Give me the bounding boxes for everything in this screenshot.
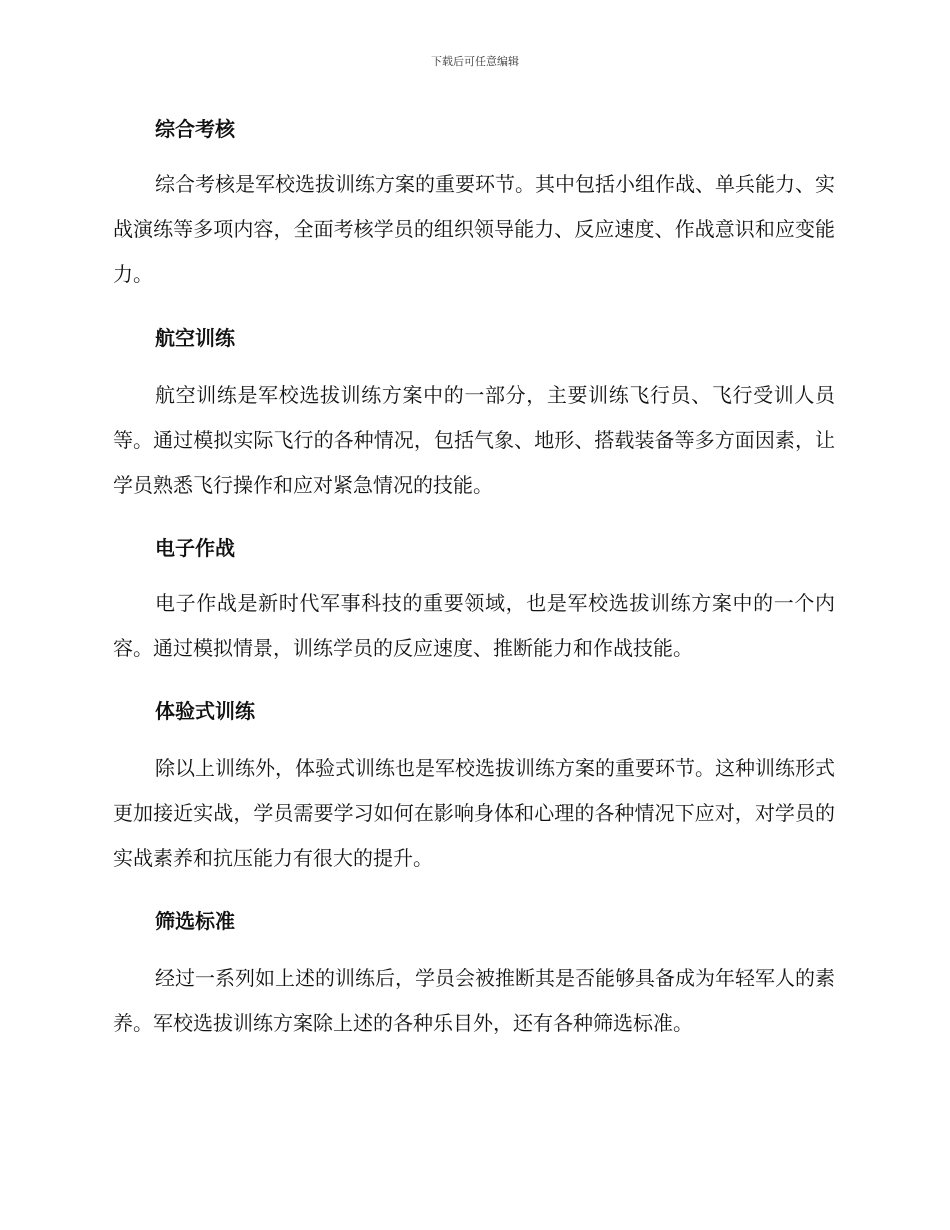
document-body	[113, 108, 835, 1046]
section-heading: 体验式训练	[155, 699, 255, 723]
section-paragraph: 经过一系列如上述的训练后，学员会被推断其是否能够具备成为年轻军人的素养。军校选拔训练方案除上述的各种乐目外，还有各种筛选标准。	[113, 966, 835, 1035]
section-comprehensive-assessment	[113, 115, 835, 297]
section-electronic-warfare	[113, 534, 835, 671]
section-experiential-training	[113, 697, 835, 881]
section-aviation-training	[113, 324, 835, 508]
section-heading: 电子作战	[155, 536, 235, 560]
section-heading: 航空训练	[155, 326, 235, 350]
section-screening-criteria	[113, 907, 835, 1046]
page-header: 下载后可任意编辑	[431, 55, 519, 68]
section-paragraph: 航空训练是军校选拔训练方案中的一部分，主要训练飞行员、飞行受训人员等。通过模拟实际飞行的各种情况，包括气象、地形、搭载装备等多方面因素，让学员熟悉飞行操作和应对紧急情况的技能。	[113, 383, 835, 497]
section-paragraph: 除以上训练外，体验式训练也是军校选拔训练方案的重要环节。这种训练形式更加接近实战，学员需要学习如何在影响身体和心理的各种情况下应对，对学员的实战素养和抗压能力有很大的提升。	[113, 756, 835, 870]
section-heading: 筛选标准	[155, 909, 235, 933]
section-paragraph: 综合考核是军校选拔训练方案的重要环节。其中包括小组作战、单兵能力、实战演练等多项内容，全面考核学员的组织领导能力、反应速度、作战意识和应变能力。	[113, 172, 835, 286]
section-heading: 综合考核	[155, 117, 235, 141]
section-paragraph: 电子作战是新时代军事科技的重要领域，也是军校选拔训练方案中的一个内容。通过模拟情景，训练学员的反应速度、推断能力和作战技能。	[113, 591, 835, 660]
